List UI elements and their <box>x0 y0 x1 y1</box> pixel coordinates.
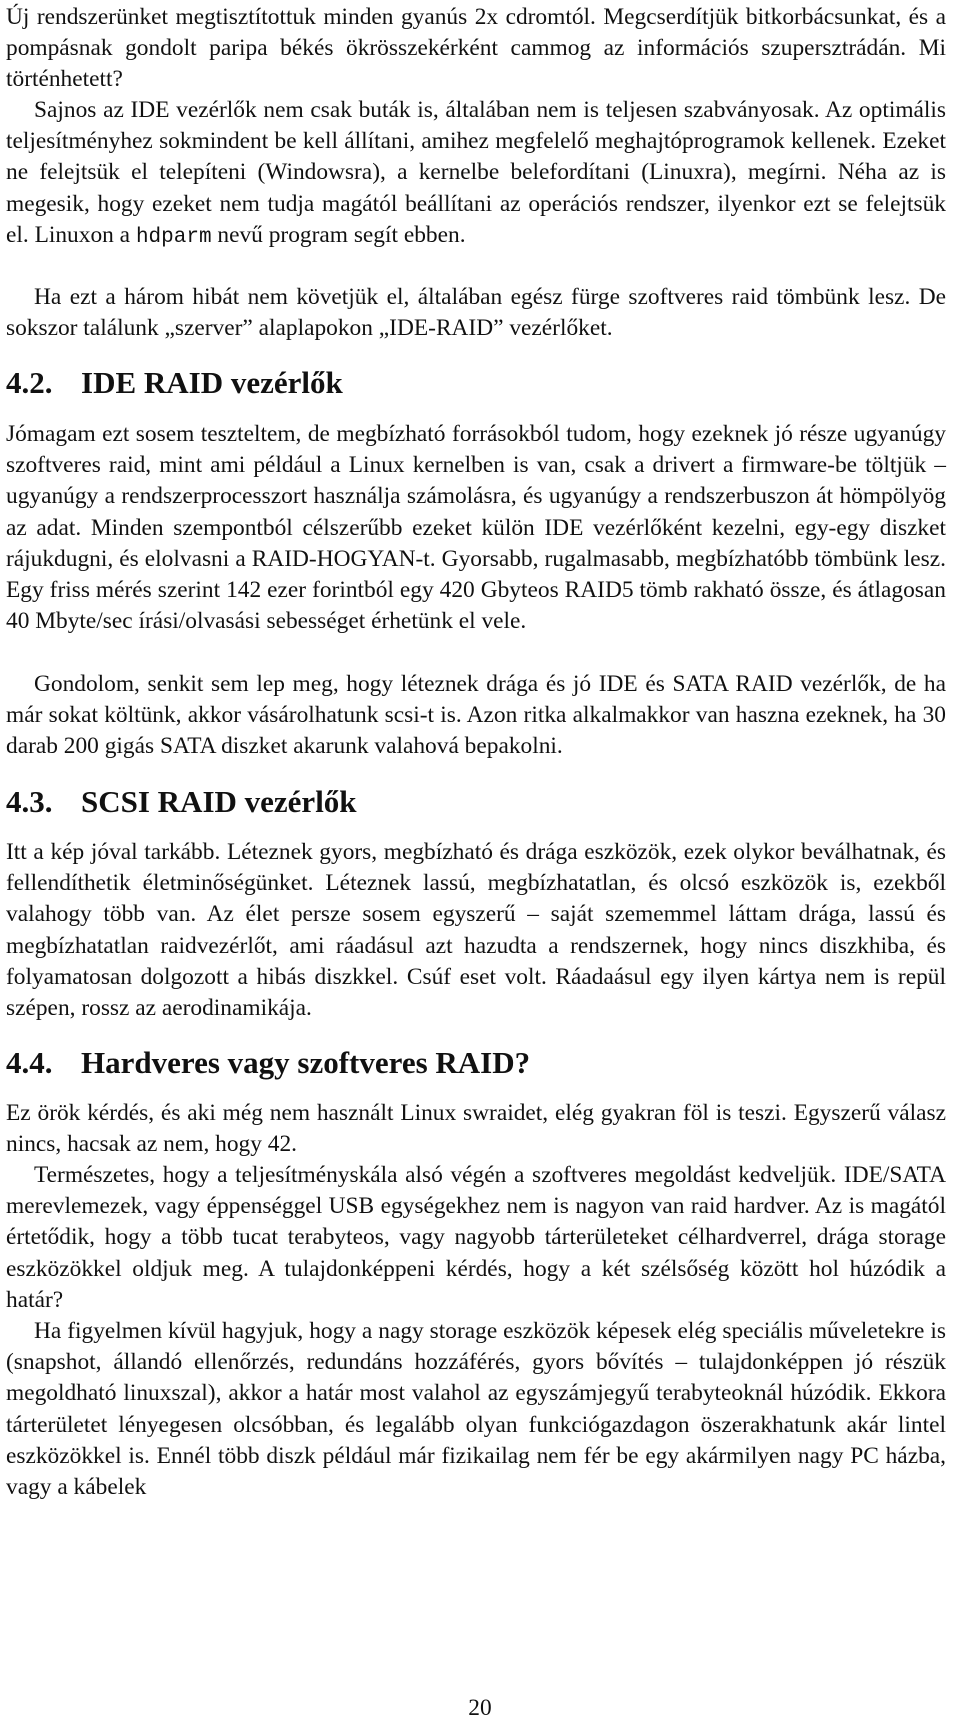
paragraph: Ha ezt a három hibát nem követjük el, általában egész fürge szoftveres raid tömbünk lesz. De sokszor találunk „szerver” alaplapokon „IDE-RAID” vezérlőket. <box>6 284 946 342</box>
section-number: 4.4. <box>6 1045 53 1080</box>
section-title: SCSI RAID vezérlők <box>81 784 357 819</box>
section-number: 4.3. <box>6 784 53 819</box>
section-title: Hardveres vagy szoftveres RAID? <box>81 1045 531 1080</box>
paragraph-text: nevű program segít ebben. <box>211 221 466 248</box>
paragraph: Új rendszerünket megtisztítottuk minden gyanús 2x cdromtól. Megcserdítjük bitkorbácsunkat, és a pompásnak gondolt paripa békés ökrösszekérként cammog az információs szupersztrádán. Mi történhetett? <box>6 4 946 93</box>
paragraph: Jómagam ezt sosem teszteltem, de megbízható forrásokból tudom, hogy ezeknek jó része ugyanúgy szoftveres raid, mint ami például a Linux kernelben is van, csak a drivert a firmware-be töltjük – ugyanúgy a rendszerprocesszort használja számolásra, és ugyanúgy a rendszerbuszon át hömpölyög az adat. Minden szempontból célszerűbb ezeket külön IDE vezérlőként kezelni, egy-egy diszket rájukdugni, és elolvasni a RAID-HOGYAN-t. Gyorsabb, rugalmasabb, megbízhatóbb tömbünk lesz. Egy friss mérés szerint 142 ezer forintból egy 420 Gbyteos RAID5 tömb rakható össze, és átlagosan 40 Mbyte/sec írási/olvasási sebességet érhetünk el vele. <box>6 421 946 635</box>
paragraph: Ez örök kérdés, és aki még nem használt Linux swraidet, elég gyakran föl is teszi. Egyszerű válasz nincs, hacsak az nem, hogy 42. <box>6 1100 946 1158</box>
code-hdparm: hdparm <box>135 225 212 249</box>
paragraph: Ha figyelmen kívül hagyjuk, hogy a nagy storage eszközök képesek elég speciális műveletekre is (snapshot, állandó ellenőrzés, redundáns hozzáférés, gyors bővítés – tulajdonképpen jó részük megoldható linuxszal), akkor a határ most valahol az egyszámjegyű terabyteoknál húzódik. Ekkora tárterületet lényegesen olcsóbban, és legalább olyan funkciógazdagon öszerakhatunk akár lintel eszközökkel is. Ennél több diszk például már fizikailag nem fér be egy akármilyen nagy PC házba, vagy a kábelek <box>6 1318 946 1501</box>
paragraph: Itt a kép jóval tarkább. Léteznek gyors, megbízható és drága eszközök, ezek olykor beválhatnak, és fellendíthetik életminőségünket. Léteznek lassú, megbízhatatlan, és olcsó eszközök is, ezekből valahogy több van. Az élet persze sosem egyszerű – saját szememmel láttam drága, lassú és megbízhatatlan raidvezérlőt, ami ráadásul azt hazudta a rendszernek, hogy nincs diszkhiba, és folyamatosan dolgozott a hibás diszkkel. Csúf eset volt. Ráadaásul egy ilyen kártya nem is repül szépen, rossz az aerodinamikája. <box>6 839 946 1022</box>
paragraph-text: Sajnos az IDE vezérlők nem csak buták is, általában nem is teljesen szabványosak. Az optimális teljesítményhez sokmindent be kell állítani, amihez megfelelő meghajtóprogramok kellenek. Ezeket ne felejtsük el telepíteni (Windowsra), a kernelbe belefordítani (Linuxra), megírni. Néha az is megesik, hogy ezeket nem tudja magától beállítani az operációs rendszer, ilyenkor ezt se felejtsük el. Linuxon a <box>6 97 946 248</box>
paragraph: Gondolom, senkit sem lep meg, hogy léteznek drága és jó IDE és SATA RAID vezérlők, de ha már sokat költünk, akkor vásárolhatunk scsi-t is. Azon ritka alkalmakkor van haszna ezeknek, ha 30 darab 200 gigás SATA diszket akarunk valahová bepakolni. <box>6 671 946 760</box>
section-heading <box>6 782 946 822</box>
section-title: IDE RAID vezérlők <box>81 365 343 400</box>
section-heading <box>6 363 946 403</box>
paragraph: Természetes, hogy a teljesítményskála alsó végén a szoftveres megoldást kedveljük. IDE/SATA merevlemezek, vagy éppenséggel USB egységekhez nem is nagyon van raid hardver. Az is magától értetődik, hogy a több tucat terabyteos, vagy nagyobb tárterületeket célhardverrel, drága storage eszközökkel oldjuk meg. A tulajdonképpeni kérdés, hogy a két szélsőség között hol húzódik a határ? <box>6 1162 946 1313</box>
section-number: 4.2. <box>6 365 53 400</box>
page-number: 20 <box>468 1695 492 1721</box>
section-heading <box>6 1043 946 1083</box>
paragraph <box>6 95 946 253</box>
